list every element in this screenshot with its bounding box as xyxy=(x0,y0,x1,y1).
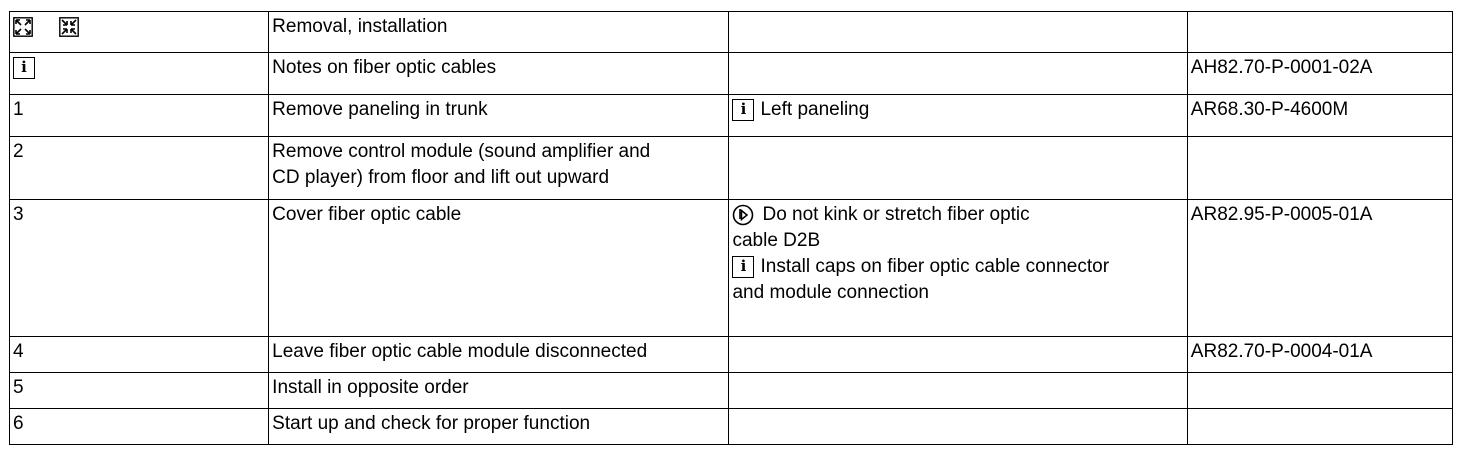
note-text: and module connection xyxy=(732,282,929,303)
step-number: 2 xyxy=(10,137,269,200)
operation-cell xyxy=(269,137,729,200)
step-number: 4 xyxy=(10,337,269,373)
notes-cell xyxy=(729,409,1187,445)
info-icon: i xyxy=(732,256,754,278)
reference-cell xyxy=(1187,373,1452,409)
note-text: cable D2B xyxy=(732,230,821,251)
reference-cell[interactable]: AR82.95-P-0005-01A xyxy=(1187,200,1452,337)
reference-cell[interactable]: AR82.70-P-0004-01A xyxy=(1187,337,1452,373)
step-number: 3 xyxy=(10,200,269,337)
caution-icon xyxy=(732,204,754,226)
notes-cell xyxy=(729,137,1187,200)
operation-cell: Removal, installation xyxy=(269,12,729,53)
step-cell xyxy=(10,12,269,53)
operation-cell: Leave fiber optic cable module disconnected xyxy=(269,337,729,373)
operation-cell: Notes on fiber optic cables xyxy=(269,53,729,95)
operation-line: Remove control module (sound amplifier and xyxy=(272,141,651,162)
operation-cell: Cover fiber optic cable xyxy=(269,200,729,337)
reference-cell[interactable]: AR68.30-P-4600M xyxy=(1187,95,1452,137)
step-number: 5 xyxy=(10,373,269,409)
operation-cell: Install in opposite order xyxy=(269,373,729,409)
step-number: 1 xyxy=(10,95,269,137)
notes-cell xyxy=(729,12,1187,53)
notes-cell xyxy=(729,200,1187,337)
procedure-table xyxy=(9,11,1453,445)
info-icon: i xyxy=(13,57,35,79)
notes-cell xyxy=(729,337,1187,373)
table-row xyxy=(10,53,1453,95)
operation-cell: Start up and check for proper function xyxy=(269,409,729,445)
caution-note xyxy=(732,202,1182,228)
note-text: Install caps on fiber optic cable connector xyxy=(760,256,1110,277)
info-icon: i xyxy=(732,99,754,121)
table-row xyxy=(10,409,1453,445)
reference-cell xyxy=(1187,409,1452,445)
table-row xyxy=(10,137,1453,200)
note-text: Left paneling xyxy=(760,99,870,120)
table-row xyxy=(10,200,1453,337)
notes-cell xyxy=(729,373,1187,409)
reference-cell xyxy=(1187,137,1452,200)
notes-cell xyxy=(729,53,1187,95)
reference-cell[interactable]: AH82.70-P-0001-02A xyxy=(1187,53,1452,95)
note-text: Do not kink or stretch fiber optic xyxy=(762,204,1030,225)
table-row xyxy=(10,337,1453,373)
collapse-icon xyxy=(59,17,79,37)
table-row xyxy=(10,373,1453,409)
step-number: 6 xyxy=(10,409,269,445)
operation-cell: Remove paneling in trunk xyxy=(269,95,729,137)
operation-line: CD player) from floor and lift out upward xyxy=(272,167,610,188)
step-cell xyxy=(10,53,269,95)
table-row xyxy=(10,12,1453,53)
table-row xyxy=(10,95,1453,137)
reference-cell xyxy=(1187,12,1452,53)
info-note xyxy=(732,254,1182,280)
expand-icon xyxy=(13,17,33,37)
notes-cell xyxy=(729,95,1187,137)
